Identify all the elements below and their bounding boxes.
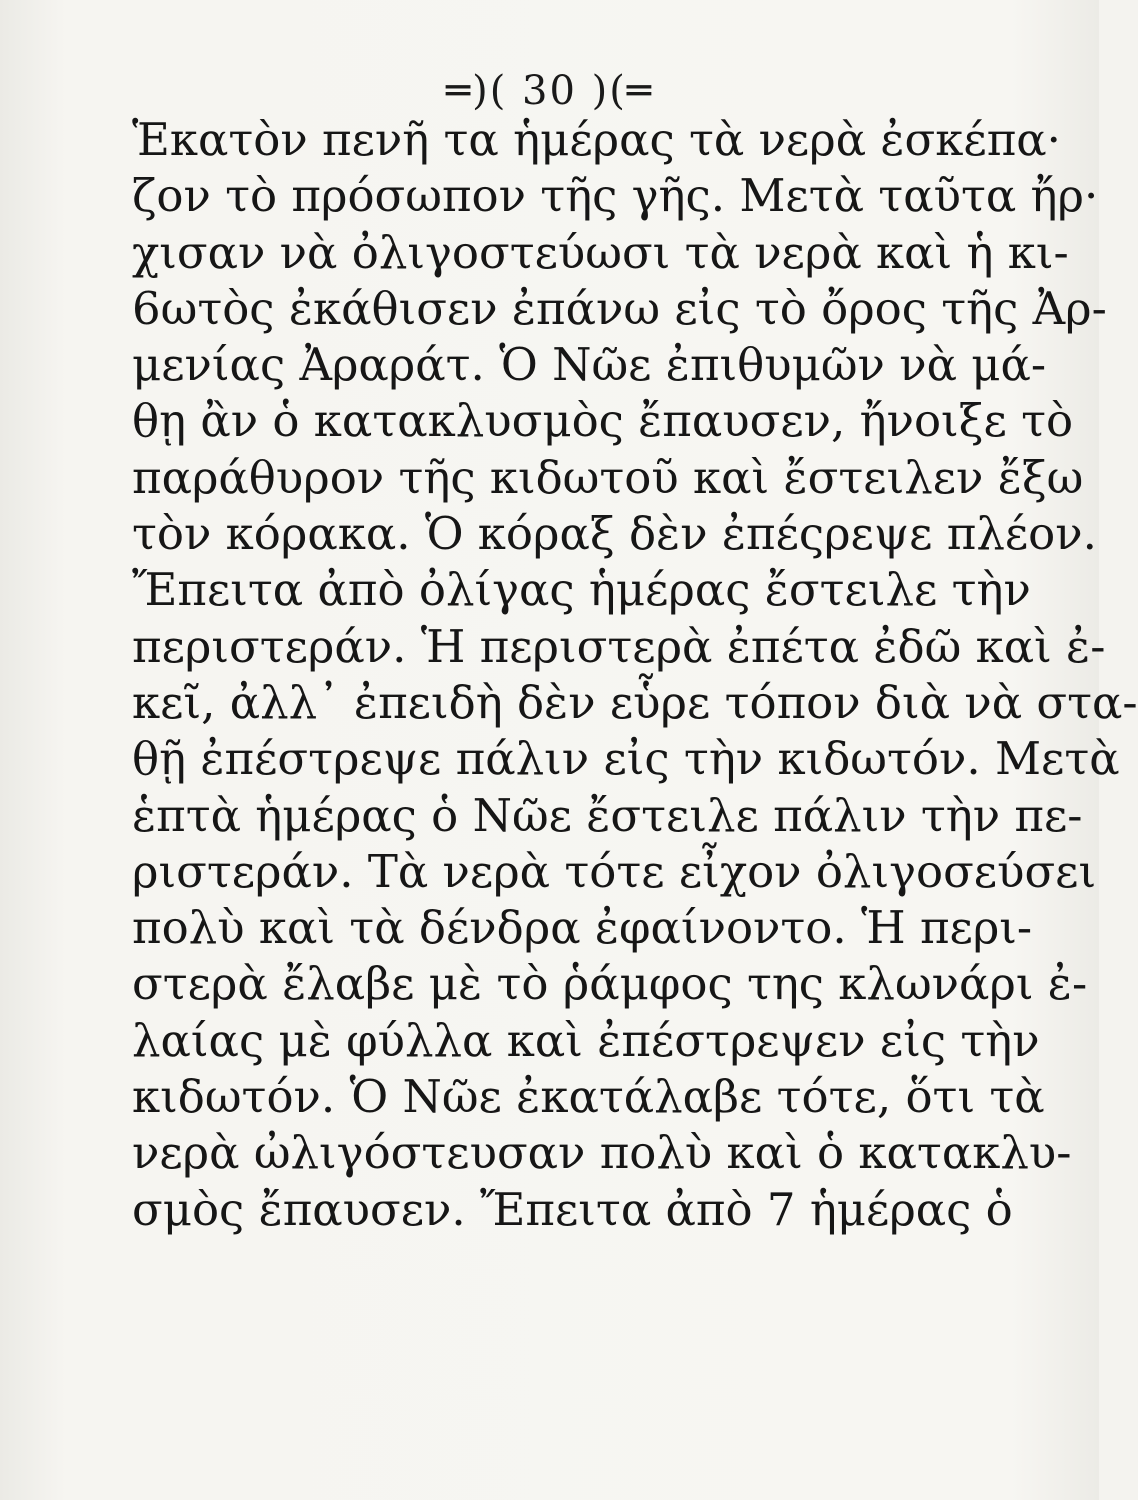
page-header-number: ═)( 30 )(═ [446,68,653,114]
text-line: παράθυρον τῆς κιδωτοῦ καὶ ἔστειλεν ἔξω [132,450,1084,504]
text-line: νερὰ ὠλιγόστευσαν πολὺ καὶ ὁ κατακλυ- [132,1126,1072,1180]
text-line: ζον τὸ πρόσωπον τῆς γῆς. Μετὰ ταῦτα ἤρ· [132,169,1099,223]
text-line: θῃ ἂν ὁ κατακλυσμὸς ἔπαυσεν, ἤνοιξε τὸ [132,394,1074,448]
text-line: κιδωτόν. Ὁ Νῶε ἐκατάλαβε τότε, ὅτι τὰ [132,1070,1045,1124]
page-body-text [132,112,1138,1238]
text-line: τὸν κόρακα. Ὁ κόραξ δὲν ἐπέςρεψε πλέον. [132,507,1097,561]
text-line: 6ωτὸς ἐκάθισεν ἐπάνω εἰς τὸ ὄρος τῆς Ἀρ- [132,281,1107,335]
text-line: ριστεράν. Τὰ νερὰ τότε εἶχον ὀλιγοσεύσει [132,844,1097,898]
text-line: περιστεράν. Ἡ περιστερὰ ἐπέτα ἐδῶ καὶ ἐ- [132,619,1106,673]
text-line: Ἑκατὸν πενῆ τα ἡμέρας τὰ νερὰ ἐσκέπα· [132,113,1061,166]
text-line: σμὸς ἔπαυσεν. Ἔπειτα ἀπὸ 7 ἡμέρας ὁ [132,1182,1013,1236]
text-line: ἑπτὰ ἡμέρας ὁ Νῶε ἔστειλε πάλιν τὴν πε- [132,788,1083,842]
text-line: κεῖ, ἀλλ᾽ ἐπειδὴ δὲν εὗρε τόπον διὰ νὰ στα- [132,675,1138,729]
text-line: Ἔπειτα ἀπὸ ὀλίγας ἡμέρας ἔστειλε τὴν [132,563,1031,617]
text-line: μενίας Ἀραράτ. Ὁ Νῶε ἐπιθυμῶν νὰ μά- [132,338,1047,392]
text-line: θῇ ἐπέστρεψε πάλιν εἰς τὴν κιδωτόν. Μετὰ [132,732,1120,786]
text-line: χισαν νὰ ὀλιγοστεύωσι τὰ νερὰ καὶ ἡ κι- [132,225,1069,279]
text-line: πολὺ καὶ τὰ δένδρα ἐφαίνοντο. Ἡ περι- [132,901,1033,955]
text-line: στερὰ ἔλαβε μὲ τὸ ῥάμφος της κλωνάρι ἐ- [132,957,1088,1011]
text-line: λαίας μὲ φύλλα καὶ ἐπέστρεψεν εἰς τὴν [132,1013,1040,1067]
